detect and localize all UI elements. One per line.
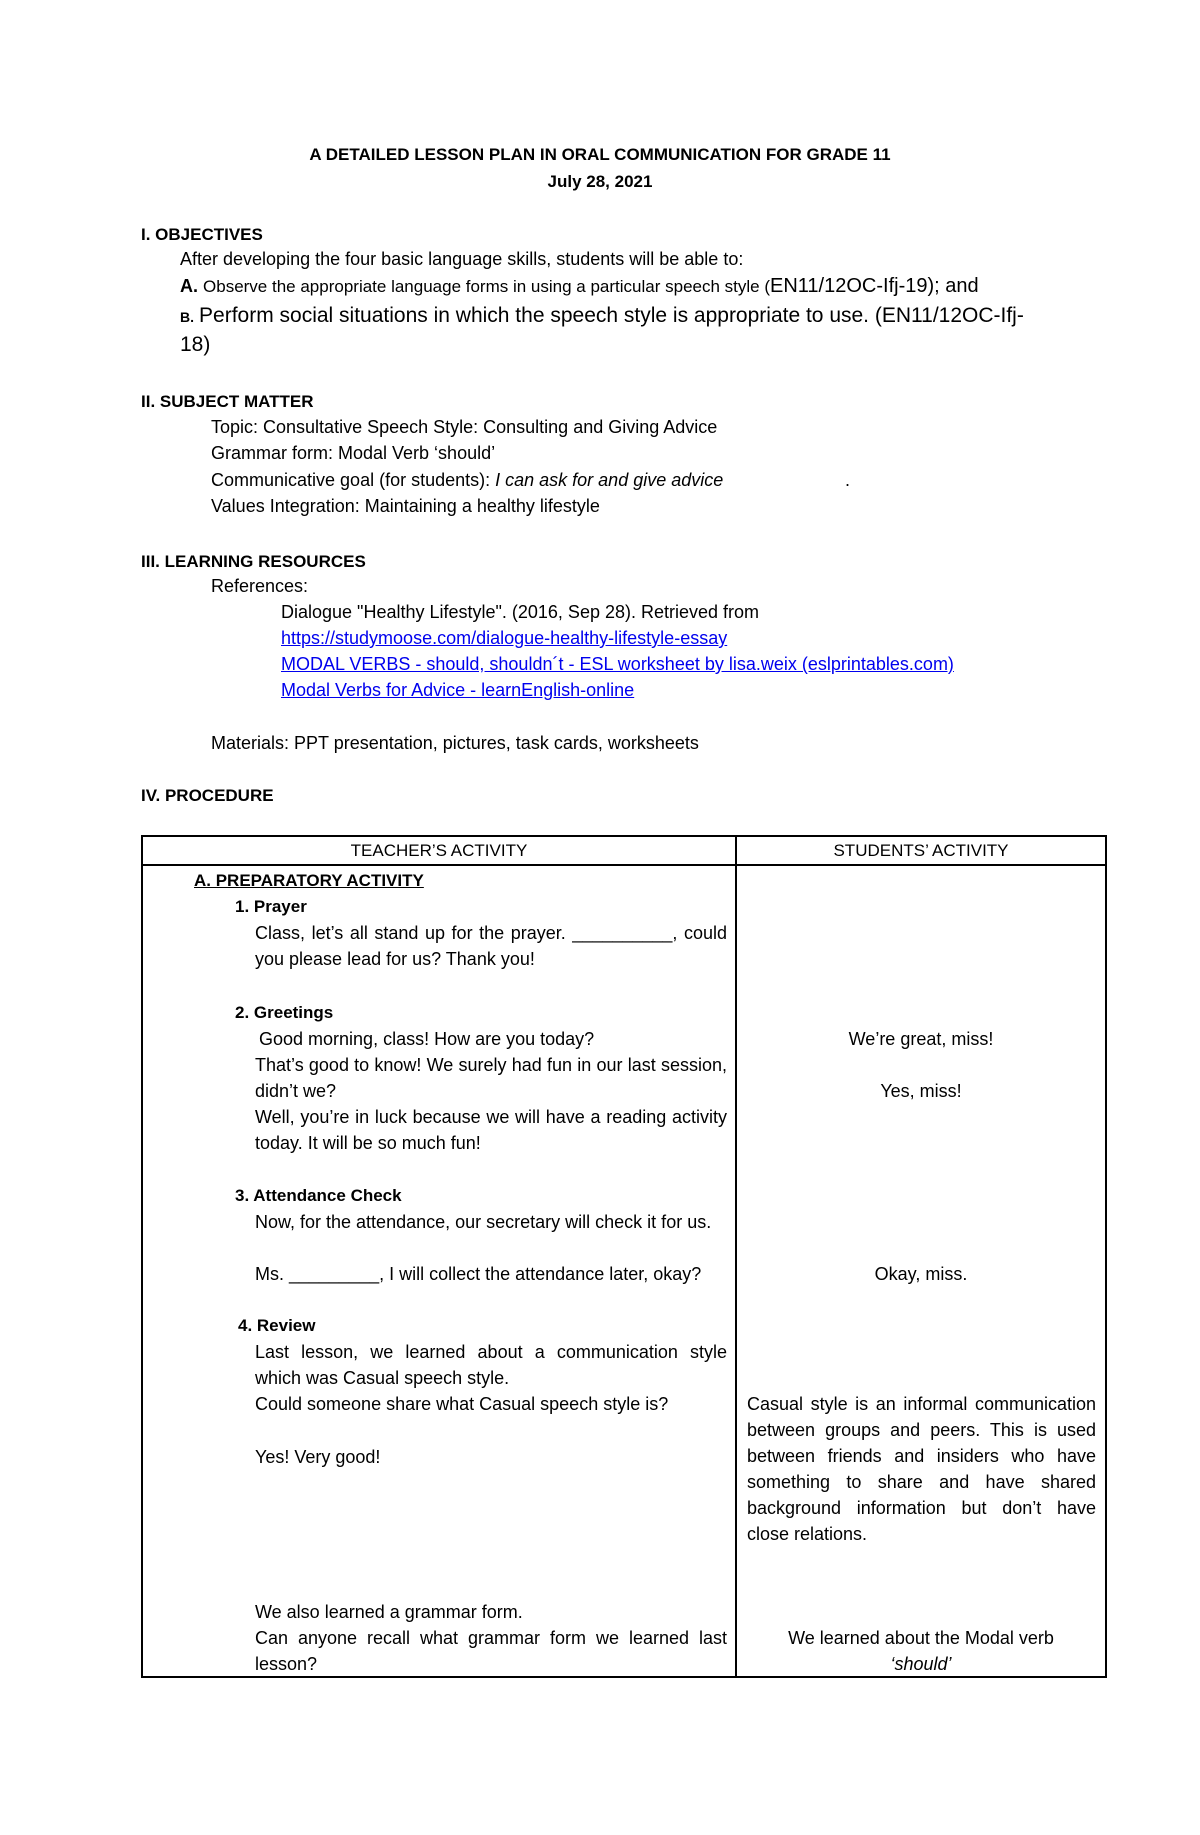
reference-link-learnenglish[interactable]: Modal Verbs for Advice - learnEnglish-online — [281, 680, 635, 700]
greetings-line-1: Good morning, class! How are you today? — [259, 1029, 595, 1049]
objectives-intro: After developing the four basic language skills, students will be able to: — [180, 249, 744, 269]
attendance-title: 3. Attendance Check — [235, 1186, 402, 1205]
reference-link-studymoose[interactable]: https://studymoose.com/dialogue-healthy-lifestyle-essay — [281, 628, 728, 648]
procedure-table-row — [142, 865, 1106, 1677]
teacher-activity-cell — [142, 865, 736, 1677]
subject-goal-dot: . — [845, 470, 851, 490]
objective-b — [180, 304, 1024, 328]
greetings-line-2: That’s good to know! We surely had fun in our last session, didn’t we? — [255, 1055, 727, 1101]
subject-topic: Topic: Consultative Speech Style: Consulting and Giving Advice — [211, 417, 718, 437]
document-title: A DETAILED LESSON PLAN IN ORAL COMMUNICATION FOR GRADE 11 — [309, 145, 891, 164]
review-title: 4. Review — [238, 1316, 316, 1335]
materials: Materials: PPT presentation, pictures, task cards, worksheets — [211, 733, 699, 753]
subject-goal-label: Communicative goal (for students): — [211, 470, 496, 490]
reference-dialogue: Dialogue "Healthy Lifestyle". (2016, Sep 28). Retrieved from — [281, 602, 760, 622]
references-label: References: — [211, 576, 309, 596]
procedure-table — [141, 835, 1107, 1678]
student-response-grammar: We learned about the Modal verb — [788, 1628, 1054, 1648]
objective-a-text: Observe the appropriate language forms in using a particular speech style ( — [203, 277, 770, 296]
students-activity-cell — [736, 865, 1106, 1677]
attendance-line-1: Now, for the attendance, our secretary will check it for us. — [255, 1212, 712, 1232]
objective-a — [180, 275, 979, 298]
objective-b-letter: B. — [180, 309, 194, 325]
prayer-title: 1. Prayer — [235, 897, 307, 916]
attendance-line-2: Ms. _________, I will collect the attendance later, okay? — [255, 1264, 702, 1284]
col-students-activity: STUDENTS’ ACTIVITY — [736, 836, 1106, 865]
objective-a-letter: A. — [180, 276, 198, 296]
student-response-yes: Yes, miss! — [880, 1081, 962, 1101]
subject-values: Values Integration: Maintaining a healthy lifestyle — [211, 496, 600, 516]
preparatory-activity-title: A. PREPARATORY ACTIVITY — [194, 871, 424, 890]
student-response-okay: Okay, miss. — [874, 1264, 968, 1284]
subject-matter-heading: II. SUBJECT MATTER — [141, 392, 314, 411]
procedure-heading: IV. PROCEDURE — [141, 786, 274, 805]
subject-goal — [211, 470, 723, 491]
objective-b-text: Perform social situations in which the speech style is appropriate to use. (EN11/12OC-Ifj- — [199, 304, 1024, 327]
greetings-line-3: Well, you’re in luck because we will have a reading activity today. It will be so much fun! — [255, 1107, 727, 1153]
reference-link-eslprintables[interactable]: MODAL VERBS - should, shouldn´t - ESL worksheet by lisa.weix (eslprintables.com) — [281, 654, 954, 674]
review-line-4: We also learned a grammar form. — [255, 1602, 523, 1622]
student-response-casual-style: Casual style is an informal communication between groups and peers. This is used between friends and insiders who have something to share and have shared background information but don’t have close relations. — [747, 1394, 1096, 1544]
review-line-3: Yes! Very good! — [255, 1447, 381, 1467]
objective-a-code: EN11/12OC-Ifj-19); and — [770, 275, 979, 297]
subject-goal-value: I can ask for and give advice — [495, 470, 724, 490]
procedure-table-header — [142, 836, 1106, 865]
objectives-heading: I. OBJECTIVES — [141, 225, 263, 244]
col-teacher-activity: TEACHER’S ACTIVITY — [142, 836, 736, 865]
greetings-title: 2. Greetings — [235, 1003, 334, 1022]
prayer-text: Class, let’s all stand up for the prayer. __________, could you please lead for us? Thank you! — [255, 923, 727, 969]
subject-grammar: Grammar form: Modal Verb ‘should’ — [211, 443, 496, 463]
student-response-greeting: We’re great, miss! — [848, 1029, 994, 1049]
resources-heading: III. LEARNING RESOURCES — [141, 552, 366, 571]
review-line-5: Can anyone recall what grammar form we learned last lesson? — [255, 1628, 727, 1674]
document-date: July 28, 2021 — [547, 172, 653, 191]
objective-b-cont: 18) — [180, 333, 211, 356]
review-line-1: Last lesson, we learned about a communication style which was Casual speech style. — [255, 1342, 727, 1388]
review-line-2: Could someone share what Casual speech style is? — [255, 1394, 669, 1414]
student-response-should: ‘should’ — [890, 1654, 952, 1674]
